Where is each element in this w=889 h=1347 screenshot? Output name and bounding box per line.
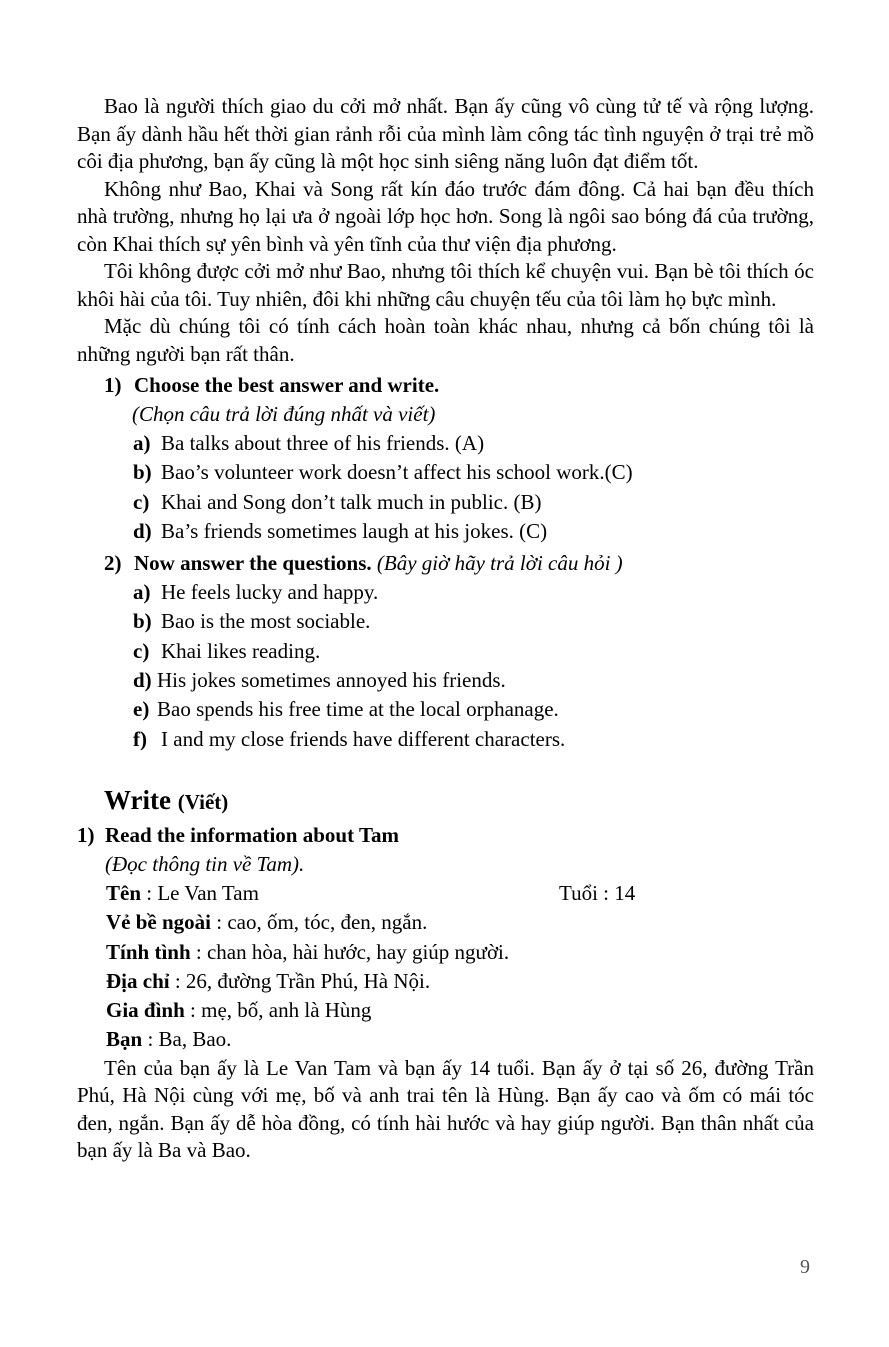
answer-text: Bao is the most sociable.	[161, 609, 371, 634]
info-key: Tên	[106, 880, 142, 905]
write-title-translation: (Viết)	[177, 789, 229, 814]
answer-text: Bao spends his free time at the local orphanage.	[157, 697, 559, 722]
q2-answer-d	[133, 666, 814, 695]
q2-answer-c	[133, 637, 814, 666]
answer-text: Khai likes reading.	[161, 638, 321, 663]
paragraph-khai-song: Không như Bao, Khai và Song rất kín đáo trước đám đông. Cả hai bạn đều thích nhà trường, nhưng họ lại ưa ở ngoài lớp học hơn. Song là ngôi sao bóng đá của trường, còn Khai thích sự yên bình và yên tĩnh của thư viện địa phương.	[77, 176, 814, 256]
write-task-subtitle: (Đọc thông tin về Tam).	[105, 851, 305, 876]
info-value: : mẹ, bố, anh là Hùng	[184, 998, 372, 1023]
paragraph-conclusion: Mặc dù chúng tôi có tính cách hoàn toàn khác nhau, nhưng cả bốn chúng tôi là những người bạn rất thân.	[77, 314, 814, 366]
answer-label: c)	[133, 489, 150, 514]
info-friends	[106, 1025, 814, 1054]
paragraph-bao: Bao là người thích giao du cởi mở nhất. Bạn ấy cũng vô cùng tử tế và rộng lượng. Bạn ấy dành hầu hết thời gian rảnh rỗi của mình làm công tác tình nguyện ở trại trẻ mồ côi địa phương, bạn ấy cũng là một học sinh siêng năng luôn đạt điểm tốt.	[77, 94, 814, 173]
question-2-number: 2)	[104, 551, 122, 576]
q2-answer-a	[133, 578, 814, 607]
question-1-number: 1)	[104, 373, 122, 397]
write-task-title: Read the information about Tam	[105, 822, 400, 847]
q1-answer-b	[133, 458, 814, 487]
info-value: : 26, đường Trần Phú, Hà Nội.	[169, 968, 431, 993]
info-address	[106, 967, 814, 996]
info-name	[106, 879, 814, 908]
q1-answer-a	[133, 429, 814, 458]
info-key: Tính tình	[106, 939, 191, 964]
write-sample-paragraph: Tên của bạn ấy là Le Van Tam và bạn ấy 14 tuổi. Bạn ấy ở tại số 26, đường Trần Phú, Hà Nội cùng với mẹ, bố và anh trai tên là Hùng. Bạn ấy cao và ốm có mái tóc đen, ngắn. Bạn ấy dễ hòa đồng, có tính hài hước và hay giúp người. Bạn thân nhất của bạn ấy là Ba và Bao.	[77, 1055, 814, 1163]
write-task-number: 1)	[77, 822, 95, 847]
answer-label: b)	[133, 460, 152, 485]
info-age: Tuổi : 14	[559, 880, 636, 905]
q1-answer-c	[133, 488, 814, 517]
answer-label: d)	[133, 518, 152, 543]
question-2-subtitle: (Bây giờ hãy trả lời câu hỏi )	[376, 551, 623, 576]
page-number: 9	[800, 1256, 810, 1278]
info-key: Địa chỉ	[106, 968, 170, 993]
question-1-heading	[104, 371, 814, 400]
info-value: : chan hòa, hài hước, hay giúp người.	[190, 939, 510, 964]
answer-text: Ba talks about three of his friends. (A)	[161, 431, 485, 455]
q2-answer-b	[133, 607, 814, 636]
page-content	[77, 93, 814, 1165]
info-appearance	[106, 908, 814, 937]
info-value: : cao, ốm, tóc, đen, ngắn.	[211, 910, 428, 935]
info-family	[106, 996, 814, 1025]
answer-label: a)	[133, 431, 151, 455]
info-value: : Le Van Tam	[141, 880, 259, 905]
answer-label: b)	[133, 609, 152, 634]
write-section-title	[104, 784, 814, 818]
info-value: : Ba, Bao.	[142, 1027, 232, 1052]
info-key: Gia đình	[106, 998, 185, 1023]
question-2-heading	[104, 549, 814, 578]
answer-label: d)	[133, 668, 152, 693]
info-personality	[106, 938, 814, 967]
answer-text: His jokes sometimes annoyed his friends.	[157, 668, 506, 693]
question-1-subtitle: (Chọn câu trả lời đúng nhất và viết)	[132, 402, 436, 426]
answer-label: e)	[133, 697, 150, 722]
write-title: Write	[104, 784, 171, 815]
q2-answer-f	[133, 725, 814, 754]
answer-label: a)	[133, 580, 151, 605]
answer-text: Bao’s volunteer work doesn’t affect his school work.(C)	[161, 460, 633, 485]
question-1-title: Choose the best answer and write.	[134, 373, 440, 397]
answer-text: He feels lucky and happy.	[161, 580, 379, 605]
answer-text: Ba’s friends sometimes laugh at his jokes. (C)	[161, 518, 548, 543]
info-key: Bạn	[106, 1027, 143, 1052]
answer-label: c)	[133, 638, 150, 663]
answer-text: I and my close friends have different characters.	[161, 726, 566, 751]
answer-text: Khai and Song don’t talk much in public. (B)	[161, 489, 542, 514]
write-task-heading	[77, 821, 814, 850]
question-2-title: Now answer the questions.	[134, 551, 372, 576]
q2-answer-e	[133, 695, 814, 724]
info-key: Vẻ bề ngoài	[106, 910, 211, 935]
paragraph-narrator: Tôi không được cởi mở như Bao, nhưng tôi thích kể chuyện vui. Bạn bè tôi thích óc khôi hài của tôi. Tuy nhiên, đôi khi những câu chuyện tếu của tôi làm họ bực mình.	[77, 259, 814, 311]
answer-label: f)	[133, 726, 147, 751]
q1-answer-d	[133, 517, 814, 546]
